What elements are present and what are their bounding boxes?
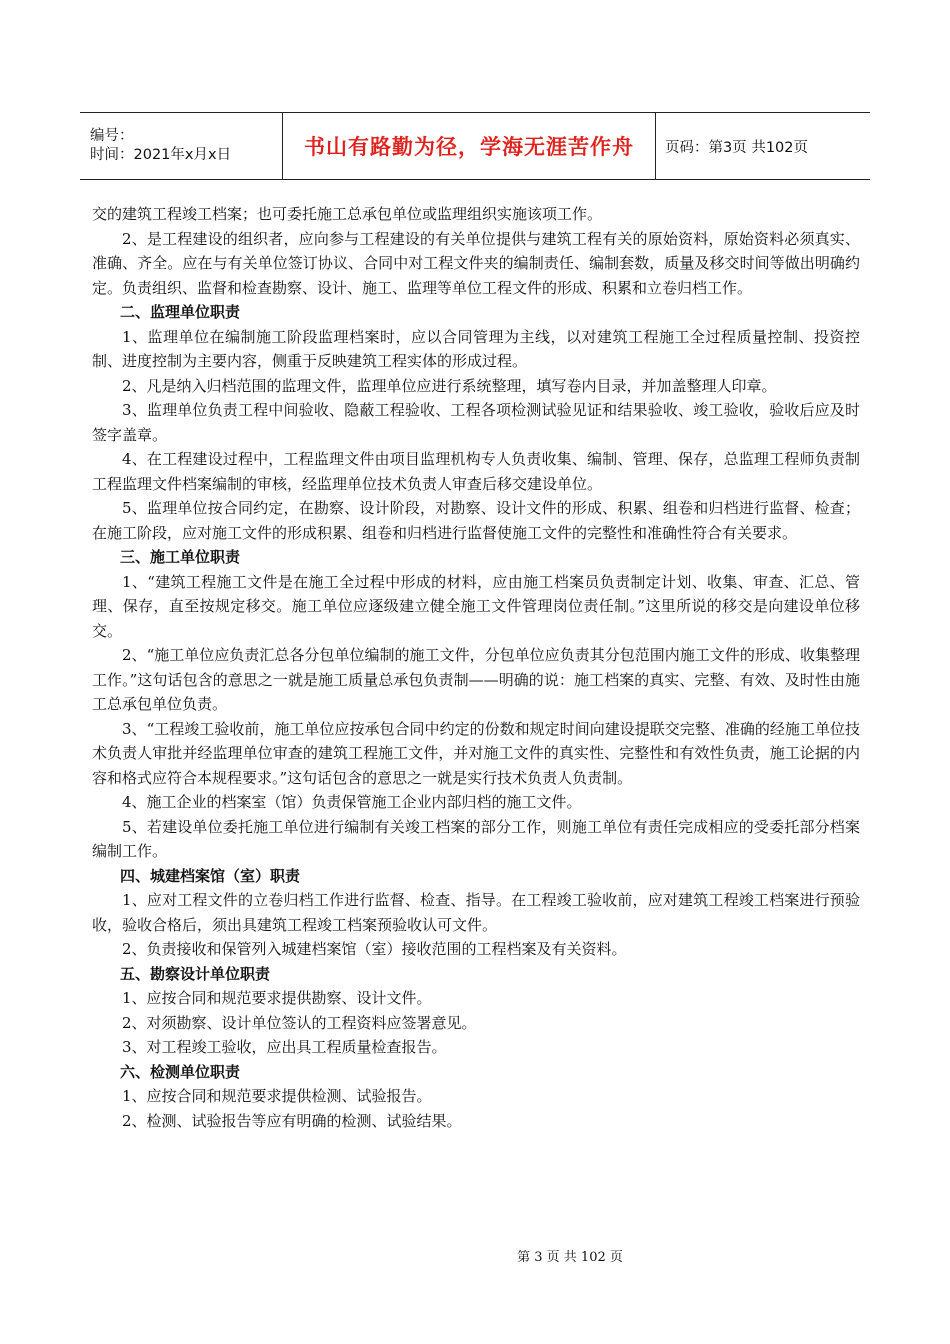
paragraph: 1、监理单位在编制施工阶段监理档案时，应以合同管理为主线，以对建筑工程施工全过程质量控制、投资控制、进度控制为主要内容，侧重于反映建筑工程实体的形成过程。 bbox=[92, 327, 860, 370]
paragraph: 1、应对工程文件的立卷归档工作进行监督、检查、指导。在工程竣工验收前，应对建筑工程竣工档案进行预验收，验收合格后，须出具建筑工程竣工档案预验收认可文件。 bbox=[92, 891, 860, 934]
paragraph: 1、应按合同和规范要求提供勘察、设计文件。 bbox=[122, 989, 432, 1007]
section-heading: 五、勘察设计单位职责 bbox=[120, 964, 271, 983]
paragraph: 2、负责接收和保管列入城建档案馆（室）接收范围的工程档案及有关资料。 bbox=[122, 940, 627, 958]
section-heading: 四、城建档案馆（室）职责 bbox=[120, 866, 301, 885]
section-heading: 三、施工单位职责 bbox=[120, 548, 241, 566]
paragraph: 3、监理单位负责工程中间验收、隐蔽工程验收、工程各项检测试验见证和结果验收、竣工验收，验收后应及时签字盖章。 bbox=[92, 401, 860, 444]
document-body bbox=[92, 202, 860, 1133]
paragraph: 2、对须勘察、设计单位签认的工程资料应签署意见。 bbox=[122, 1013, 477, 1032]
paragraph: 3、对工程竣工验收，应出具工程质量检查报告。 bbox=[122, 1038, 447, 1056]
paragraph: 1、“建筑工程施工文件是在施工全过程中形成的材料，应由施工档案员负责制定计划、收集、审查、汇总、管理、保存，直至按规定移交。施工单位应逐级建立健全施工文件管理岗位责任制。”这里所说的移交是向建设单位移交。 bbox=[92, 572, 860, 640]
header-motto: 书山有路勤为径，学海无涯苦作舟 bbox=[304, 134, 634, 159]
header-page-cell bbox=[656, 113, 870, 179]
page-footer: 第 3 页 共 102 页 bbox=[517, 1250, 623, 1265]
header-left-cell bbox=[80, 113, 282, 179]
document-number-label: 编号： bbox=[90, 128, 134, 144]
section-heading: 二、监理单位职责 bbox=[120, 303, 241, 321]
header-page-info: 页码：第3页 共102页 bbox=[665, 139, 809, 156]
paragraph: 2、是工程建设的组织者，应向参与工程建设的有关单位提供与建筑工程有关的原始资料，原始资料必须真实、准确、齐全。应在与有关单位签订协议、合同中对工程文件夹的编制责任、编制套数，质量及移交时间等做出明确约定。负责组织、监督和检查勘察、设计、施工、监理等单位工程文件的形成、积累和立卷归档工作。 bbox=[92, 229, 860, 297]
document-date: 时间：2021年x月x日 bbox=[90, 147, 232, 163]
paragraph: 2、凡是纳入归档范围的监理文件，监理单位应进行系统整理，填写卷内目录，并加盖整理人印章。 bbox=[122, 376, 777, 395]
paragraph: 4、在工程建设过程中，工程监理文件由项目监理机构专人负责收集、编制、管理、保存，总监理工程师负责制工程监理文件档案编制的审核，经监理单位技术负责人审查后移交建设单位。 bbox=[92, 450, 860, 493]
header-table bbox=[80, 112, 870, 180]
paragraph: 3、“工程竣工验收前，施工单位应按承包合同中约定的份数和规定时间向建设提联交完整、准确的经施工单位技术负责人审批并经监理单位审查的建筑工程施工文件，并对施工文件的真实性、完整性和有效性负责，施工论据的内容和格式应符合本规程要求。”这句话包含的意思之一就是实行技术负责人负责制。 bbox=[92, 719, 860, 787]
paragraph: 2、“施工单位应负责汇总各分包单位编制的施工文件，分包单位应负责其分包范围内施工文件的形成、收集整理工作。”这句话包含的意思之一就是施工质量总承包负责制——明确的说：施工档案的真实、完整、有效、及时性由施工总承包单位负责。 bbox=[92, 646, 860, 713]
header-motto-cell bbox=[282, 113, 656, 179]
paragraph: 1、应按合同和规范要求提供检测、试验报告。 bbox=[122, 1087, 432, 1105]
paragraph-continuation: 交的建筑工程竣工档案；也可委托施工总承包单位或监理组织实施该项工作。 bbox=[92, 205, 603, 223]
paragraph: 5、监理单位按合同约定，在勘察、设计阶段，对勘察、设计文件的形成、积累、组卷和归档进行监督、检查；在施工阶段，应对施工文件的形成积累、组卷和归档进行监督使施工文件的完整性和准确性符合有关要求。 bbox=[92, 499, 860, 542]
section-heading: 六、检测单位职责 bbox=[120, 1062, 241, 1081]
paragraph: 2、检测、试验报告等应有明确的检测、试验结果。 bbox=[122, 1111, 462, 1130]
paragraph: 5、若建设单位委托施工单位进行编制有关竣工档案的部分工作，则施工单位有责任完成相应的受委托部分档案编制工作。 bbox=[92, 817, 860, 860]
paragraph: 4、施工企业的档案室（馆）负责保管施工企业内部归档的施工文件。 bbox=[122, 793, 582, 811]
